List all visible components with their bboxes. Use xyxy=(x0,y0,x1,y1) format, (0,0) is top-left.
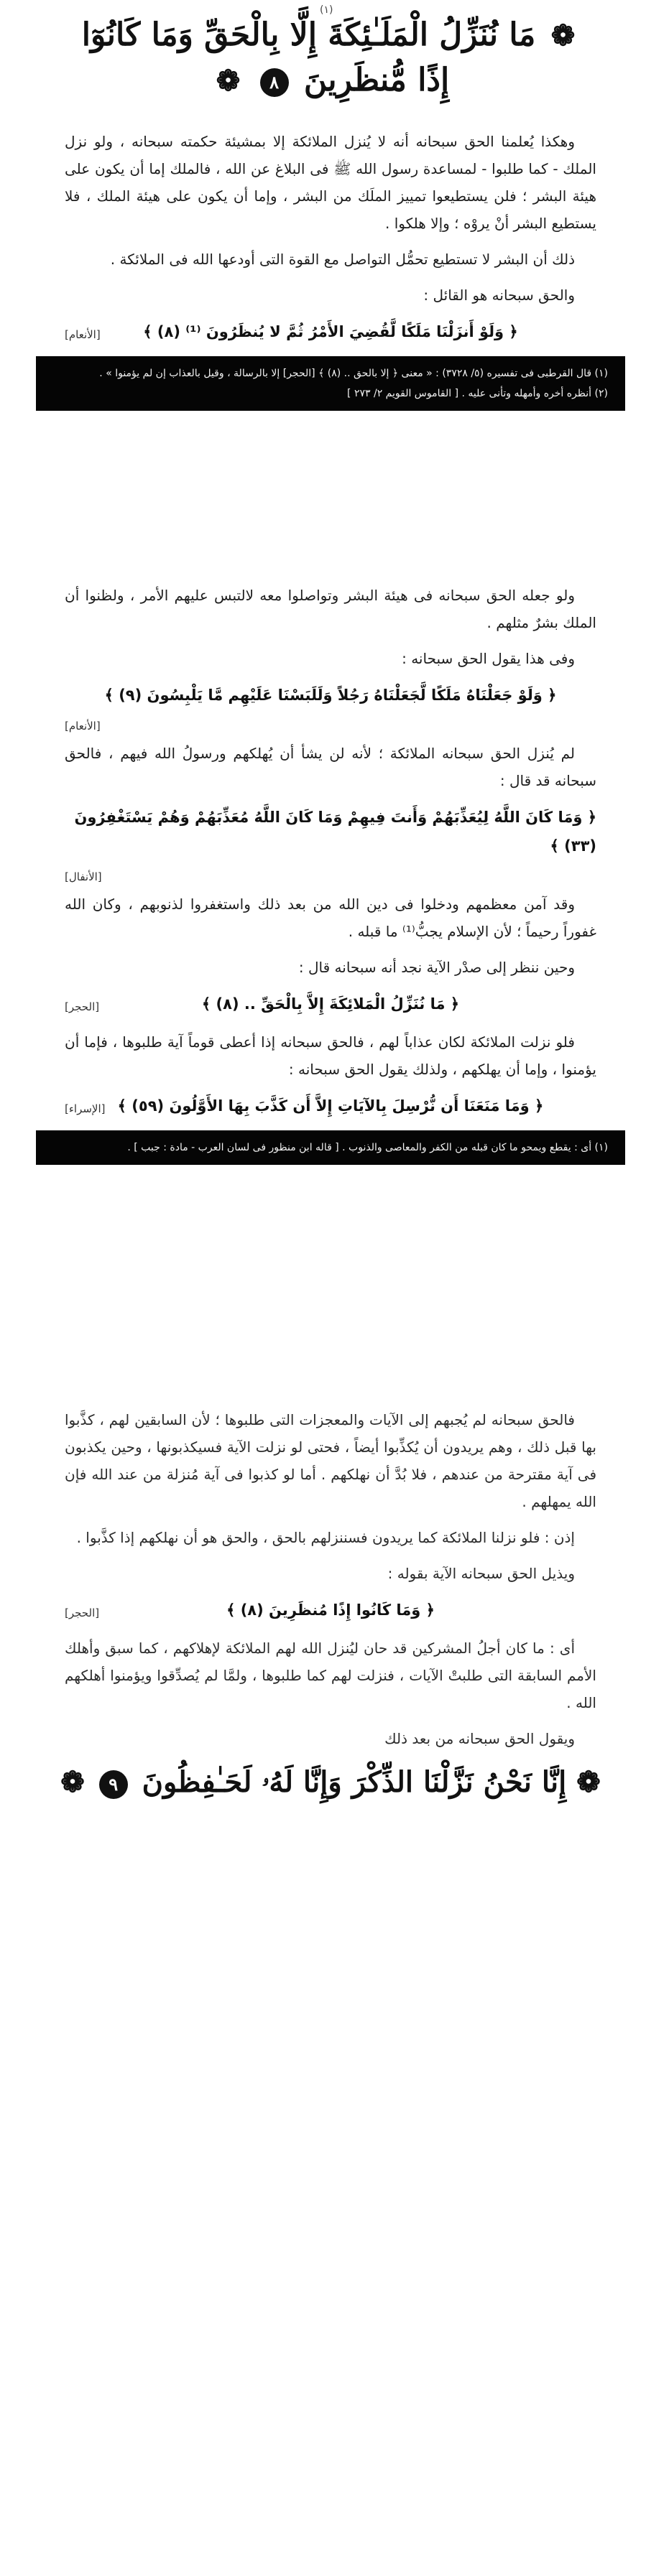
page-1 xyxy=(36,0,625,567)
paragraph: وحين ننظر إلى صدْر الآية نجد أنه سبحانه قال : xyxy=(298,959,575,976)
ornament-right-icon: ❁ xyxy=(550,19,576,52)
paragraph: إذن : فلو نزلنا الملائكة كما يريدون فسننزلهم بالحق ، والحق هو أن نهلكهم إذا كذَّبوا . xyxy=(76,1529,575,1546)
paragraph: أى : ما كان أجلُ المشركين قد حان ليُنزل الله لهم الملائكة لإهلاكهم ، كما سبق وأهلك الأمم السابقة التى طلبتْ الآيات ، فنزلت لهم كما طلبوها ، ولمَّا لم يُصدِّقوا ويؤمنوا أهلكهم الله . xyxy=(65,1640,596,1711)
quote-text: ﴿ مَا نُنَزِّلُ الْمَلائِكَةَ إِلاَّ بِالْحَقِّ .. (٨) ﴾ xyxy=(201,995,460,1013)
quran-quote xyxy=(65,990,596,1018)
paragraph: فالحق سبحانه لم يُجبهم إلى الآيات والمعجزات التى طلبوها ؛ لأن السابقين لهم ، كذَّبوا بها قبل ذلك ، وهم يريدون أن يُكذِّبوا أيضاً ، فحتى لو نزلت الآية فسيكذبونها ، وحين يكذبون فى آية مقترحة من عندهم ، فلا بُدَّ أن نهلكهم . أما لو كذبوا فى آية مُنزلة من عند الله فإن الله يمهلهم . xyxy=(65,1411,596,1510)
paragraph: وهكذا يُعلمنا الحق سبحانه أنه لا يُنزل الملائكة إلا بمشيئة حكمته سبحانه ، ولو نزل الملك - كما طلبوا - لمساعدة رسول الله ﷺ فى البلاغ عن الله ، فالملك إما أن يكون على هيئة البشر ؛ فلن يستطيعوا تمييز الملَك من البشر ، وإما أن يكون على هيئة الملك ، فلا يستطيع البشر أنْ يروْه ؛ وإلا هلكوا . xyxy=(65,133,596,232)
page-2 xyxy=(36,567,625,1372)
ayah-number-badge: ٨ xyxy=(260,68,289,97)
surah-reference: [الحجر] xyxy=(65,1000,100,1013)
quran-quote xyxy=(65,681,596,710)
quran-quote xyxy=(65,1596,596,1624)
page-3 xyxy=(36,1372,625,1917)
footnote: (٢) أنظره أخره وأمهله وتأنى عليه . [ القاموس القويم ٢/ ٢٧٣ ] xyxy=(347,388,608,399)
surah-reference: [الأنعام] xyxy=(65,720,101,733)
ayah-heading-2 xyxy=(36,58,625,103)
paragraph: لم يُنزل الحق سبحانه الملائكة ؛ لأنه لن يشأ أن يُهلكهم ورسولُ الله فيهم ، فالحق سبحانه قد قال : xyxy=(65,745,596,789)
footnote: (١) أى : يقطع ويمحو ما كان قبله من الكفر والمعاصى والذنوب . [ قاله ابن منظور فى لسان العرب - مادة : جبب ] . xyxy=(127,1142,608,1153)
paragraph: والحق سبحانه هو القائل : xyxy=(423,287,575,304)
surah-reference: [الأنعام] xyxy=(65,328,101,341)
quote-text: ﴿ وَمَا كَانَ اللَّهُ لِيُعَذِّبَهُمْ وَأَنتَ فِيهِمْ وَمَا كَانَ اللَّهُ مُعَذِّبَهُمْ وَهُمْ يَسْتَغْفِرُونَ (٣٣) ﴾ xyxy=(74,809,596,855)
paragraph: ولو جعله الحق سبحانه فى هيئة البشر وتواصلوا معه لالتبس عليهم الأمر ، ولظنوا أن الملك بشرٌ مثلهم . xyxy=(65,587,596,631)
footnote-marker: (١) xyxy=(320,4,333,16)
quote-text: ﴿ وَمَا كَانُوا إِذًا مُنظَرِينَ (٨) ﴾ xyxy=(226,1601,435,1619)
quran-quote xyxy=(65,317,596,346)
quran-quote xyxy=(65,1092,596,1120)
footnote: (١) قال القرطبى فى تفسيره (٥/ ٣٧٢٨) : « معنى ﴿ إلا بالحق .. (٨) ﴾ [الحجر] إلا بالرسالة ، وقيل بالعذاب إن لم يؤمنوا » . xyxy=(99,368,608,379)
quote-text: ﴿ وَلَوْ جَعَلْنَاهُ مَلَكًا لَّجَعَلْنَاهُ رَجُلاً وَلَلَبَسْنَا عَلَيْهِم مَّا يَلْبِسُونَ (٩) ﴾ xyxy=(104,687,557,704)
surah-reference: [الحجر] xyxy=(65,1606,100,1619)
quote-text: ﴿ وَلَوْ أَنزَلْنَا مَلَكًا لَّقُضِيَ الأَمْرُ ثُمَّ لا يُنظَرُونَ ⁽¹⁾ (٨) ﴾ xyxy=(143,323,518,340)
ayah-heading-line1: مَا نُنَزِّلُ الْمَلَـٰئِكَةَ إِلَّا بِالْحَقِّ وَمَا كَانُوٓا xyxy=(81,17,536,53)
ayah-heading-line2: إِذًا مُّنظَرِينَ xyxy=(303,62,450,98)
quote-text: ﴿ وَمَا مَنَعَنَا أَن نُّرْسِلَ بِالآيَاتِ إِلاَّ أَن كَذَّبَ بِهَا الأَوَّلُونَ (٥٩) ﴾ xyxy=(117,1097,544,1115)
surah-reference: [الأنفال] xyxy=(65,870,102,883)
closing-ayah-text: إِنَّا نَحْنُ نَزَّلْنَا الذِّكْرَ وَإِنَّا لَهُۥ لَحَـٰفِظُونَ xyxy=(142,1765,567,1799)
footnotes-block xyxy=(36,1130,625,1165)
paragraph: وفى هذا يقول الحق سبحانه : xyxy=(402,650,575,667)
quran-quote xyxy=(65,803,596,860)
paragraph: ويقول الحق سبحانه من بعد ذلك xyxy=(384,1730,575,1747)
footnotes-block xyxy=(36,356,625,411)
paragraph: وقد آمن معظمهم ودخلوا فى دين الله من بعد ذلك واستغفروا لذنوبهم ، وكان الله غفوراً رحيماً ؛ لأن الإسلام يجبُّ⁽¹⁾ ما قبله . xyxy=(65,896,596,940)
closing-ayah xyxy=(36,1761,625,1804)
paragraph: ذلك أن البشر لا تستطيع تحمُّل التواصل مع القوة التى أودعها الله فى الملائكة . xyxy=(110,251,575,268)
ornament-left-icon: ❁ xyxy=(60,1765,85,1799)
ornament-right-icon: ❁ xyxy=(576,1765,601,1799)
paragraph: فلو نزلت الملائكة لكان عذاباً لهم ، فالحق سبحانه إذا أعطى قوماً آية طلبوها ، فإما أن يؤمنوا ، وإما أن يهلكهم ، ولذلك يقول الحق سبحانه : xyxy=(65,1033,596,1078)
ayah-number-badge: ٩ xyxy=(99,1770,128,1799)
ornament-left-icon: ❁ xyxy=(216,64,241,98)
surah-reference: [الإسراء] xyxy=(65,1102,106,1115)
paragraph: ويذيل الحق سبحانه الآية بقوله : xyxy=(387,1565,575,1582)
